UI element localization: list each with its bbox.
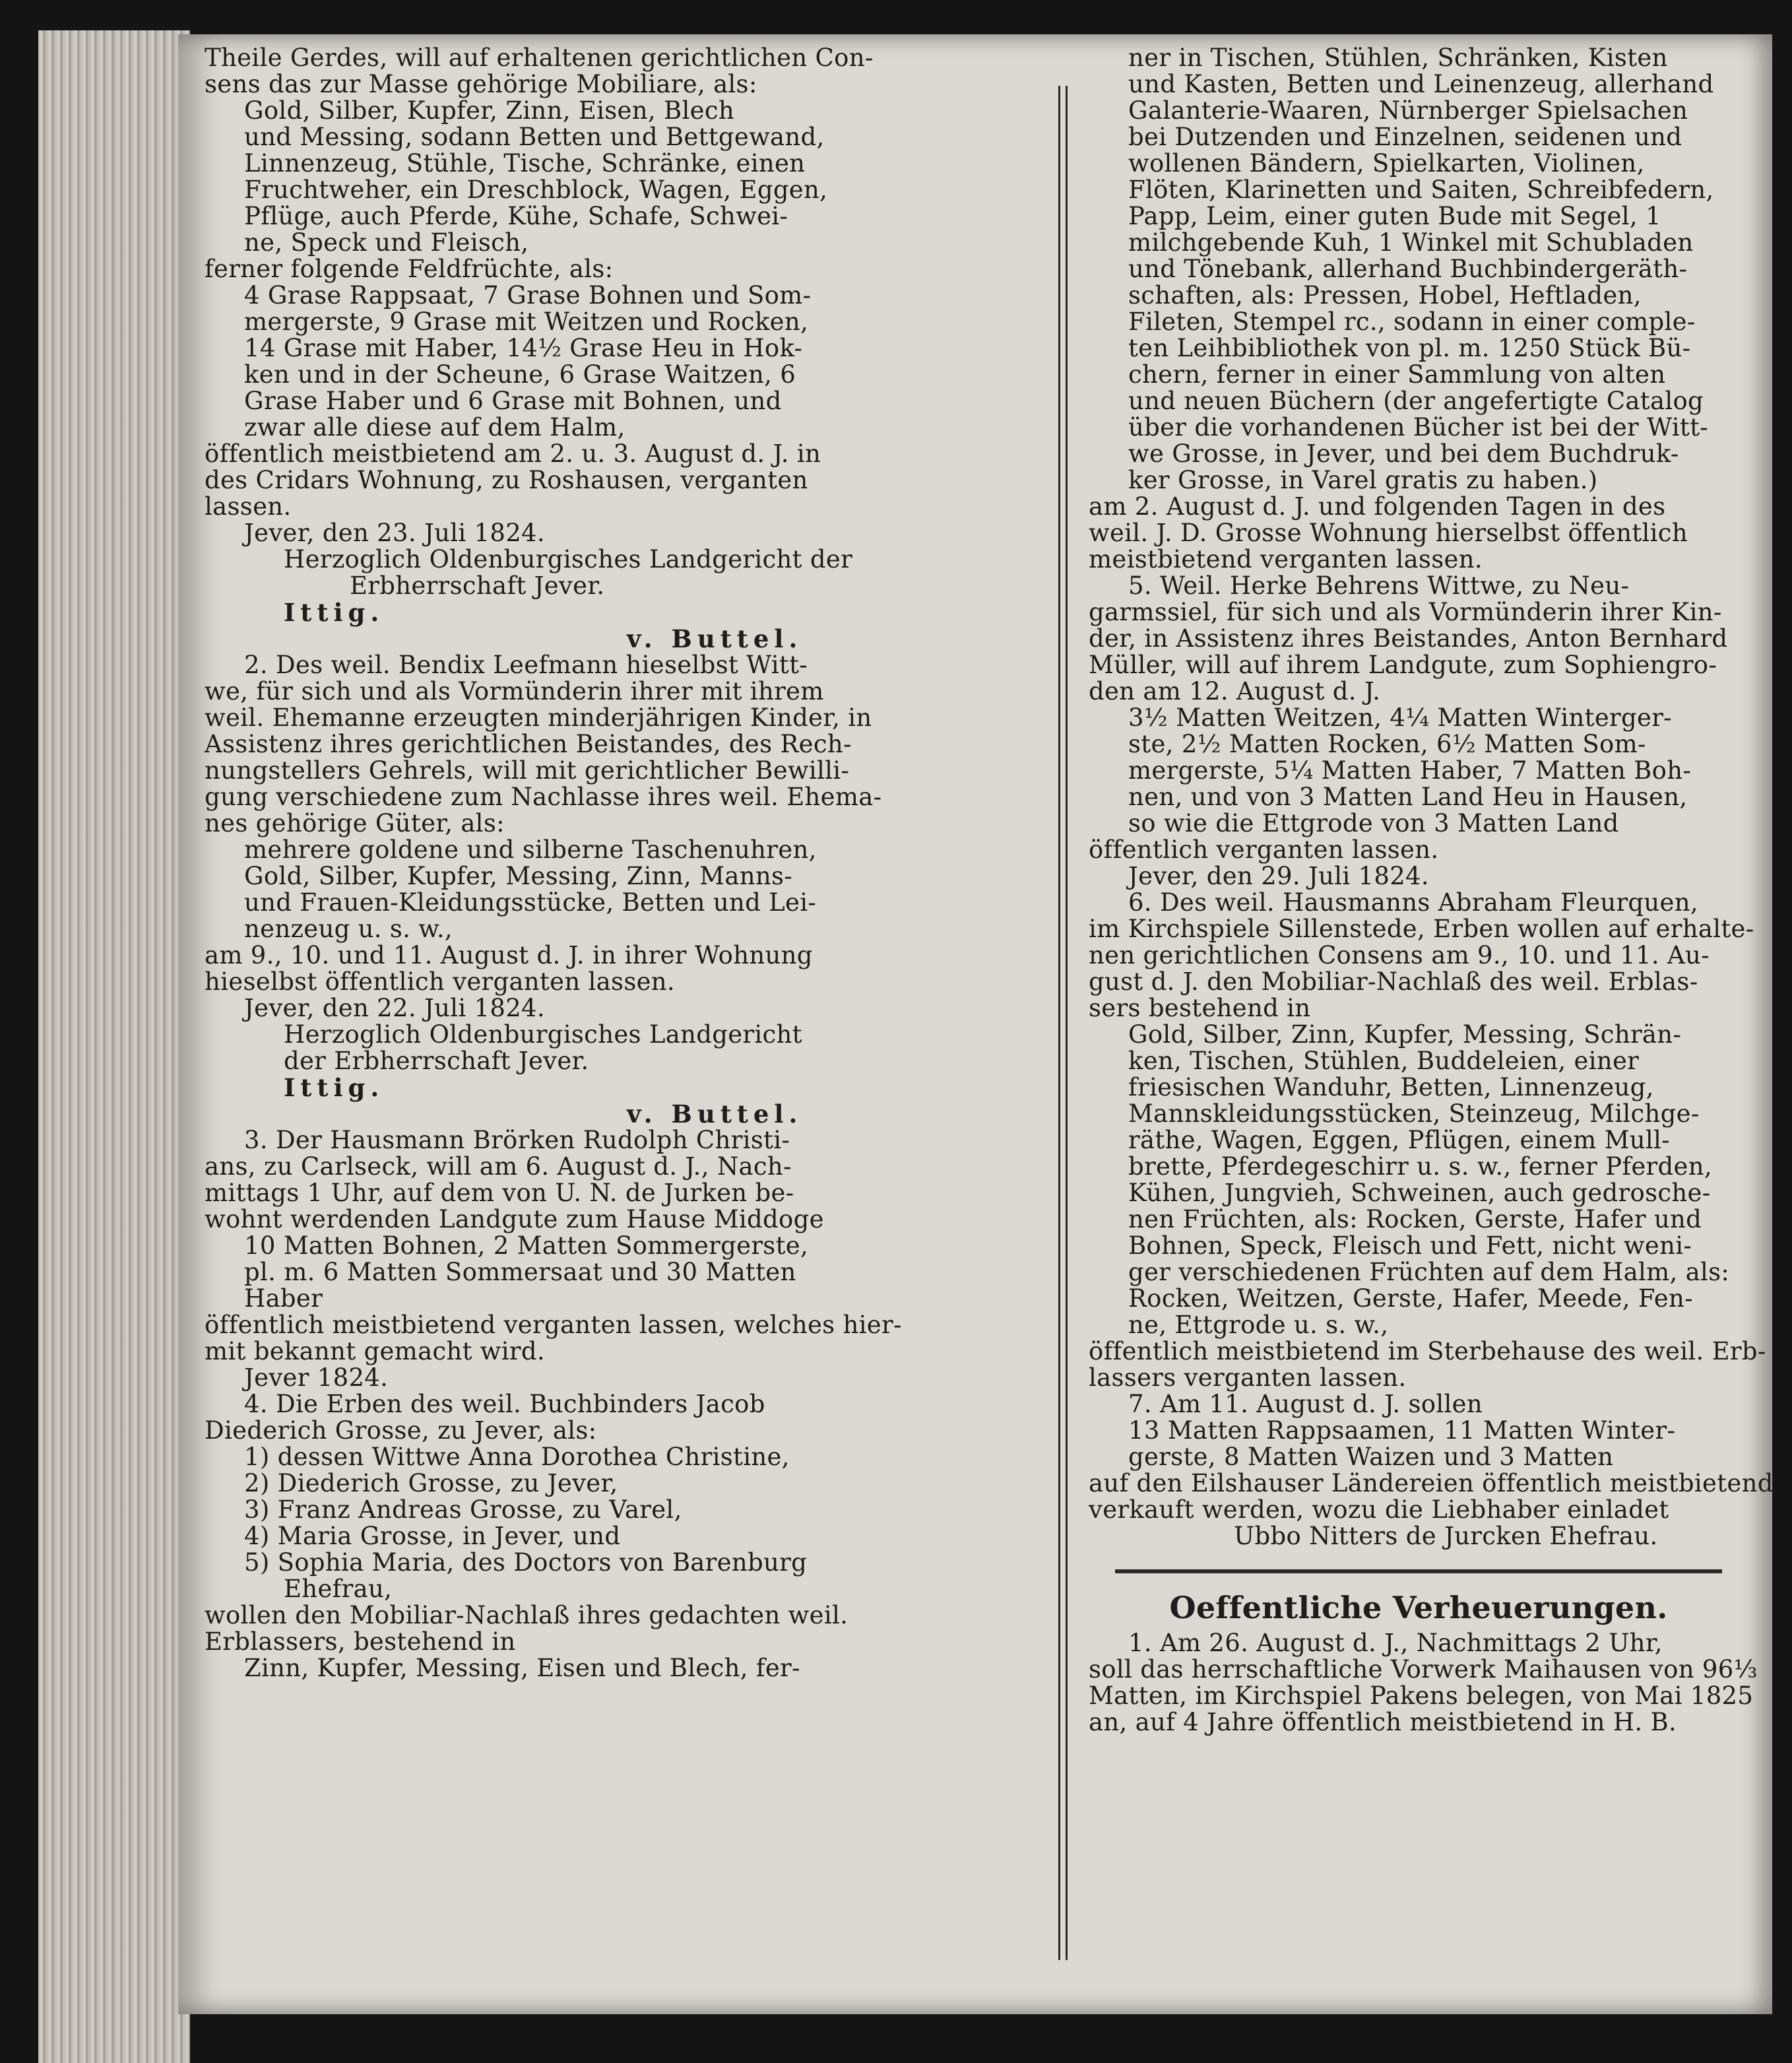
text-line: 2. Des weil. Bendix Leefmann hieselbst Witt- (244, 651, 808, 679)
text-line: Ittig. (284, 598, 385, 627)
text-line: ste, 2½ Matten Rocken, 6½ Matten Som- (1128, 730, 1646, 758)
text-line: Diederich Grosse, zu Jever, als: (205, 1416, 597, 1445)
text-line: sers bestehend in (1089, 994, 1311, 1022)
text-line: Papp, Leim, einer guten Bude mit Segel, 1 (1128, 202, 1661, 230)
text-line: 3. Der Hausmann Brörken Rudolph Christi- (244, 1126, 790, 1154)
text-line: Ittig. (284, 1073, 385, 1102)
book-page-edges (38, 30, 190, 2063)
text-line: ten Leihbibliothek von pl. m. 1250 Stück Bü- (1128, 334, 1691, 362)
text-line: verkauft werden, wozu die Liebhaber einladet (1089, 1495, 1669, 1524)
text-line: mit bekannt gemacht wird. (205, 1337, 545, 1365)
text-line: Jever, den 22. Juli 1824. (244, 994, 545, 1022)
text-line: nen Früchten, als: Rocken, Gerste, Hafer und (1128, 1205, 1702, 1233)
section-heading: Oeffentliche Verheuerungen. (1169, 1590, 1668, 1625)
text-line: Bohnen, Speck, Fleisch und Fett, nicht weni- (1128, 1231, 1692, 1260)
text-line: Kühen, Jungvieh, Schweinen, auch gedrosche- (1128, 1179, 1711, 1207)
text-line: am 9., 10. und 11. August d. J. in ihrer Wohnung (205, 941, 813, 969)
text-line: ans, zu Carlseck, will am 6. August d. J., Nach- (205, 1152, 792, 1181)
text-line: v. Buttel. (627, 1099, 803, 1129)
text-line: über die vorhandenen Bücher ist bei der Witt- (1128, 413, 1709, 442)
text-line: Mannskleidungsstücken, Steinzeug, Milchge- (1128, 1099, 1700, 1128)
text-line: pl. m. 6 Matten Sommersaat und 30 Matten (244, 1258, 796, 1286)
text-line: gerste, 8 Matten Waizen und 3 Matten (1128, 1443, 1614, 1471)
text-line: Grase Haber und 6 Grase mit Bohnen, und (244, 387, 782, 415)
left-column (205, 45, 1036, 1682)
text-line: Müller, will auf ihrem Landgute, zum Sophiengro- (1089, 651, 1717, 679)
text-line: 14 Grase mit Haber, 14½ Grase Heu in Hok- (244, 334, 803, 362)
text-line: der Erbherrschaft Jever. (284, 1047, 589, 1075)
text-line: und Frauen-Kleidungsstücke, Betten und Lei- (244, 888, 817, 917)
text-line: garmssiel, für sich und als Vormünderin ihrer Kin- (1089, 598, 1722, 626)
text-line: we, für sich und als Vormünderin ihrer mit ihrem (205, 677, 824, 705)
text-line: Theile Gerdes, will auf erhaltenen gerichtlichen Con- (205, 44, 874, 72)
text-line: 5) Sophia Maria, des Doctors von Barenburg (244, 1548, 808, 1577)
text-line: Gold, Silber, Zinn, Kupfer, Messing, Schrän- (1128, 1020, 1682, 1049)
text-line: 4) Maria Grosse, in Jever, und (244, 1522, 621, 1550)
text-line: Flöten, Klarinetten und Saiten, Schreibfedern, (1128, 176, 1714, 204)
text-line: Rocken, Weitzen, Gerste, Hafer, Meede, Fen- (1128, 1284, 1693, 1313)
text-line: schaften, als: Pressen, Hobel, Heftladen, (1128, 281, 1642, 310)
text-line: Linnenzeug, Stühle, Tische, Schränke, einen (244, 149, 806, 178)
text-line: friesischen Wanduhr, Betten, Linnenzeug, (1128, 1073, 1654, 1101)
text-line: ken und in der Scheune, 6 Grase Waitzen, 6 (244, 360, 796, 389)
text-line: 5. Weil. Herke Behrens Wittwe, zu Neu- (1128, 572, 1630, 600)
text-line: Ubbo Nitters de Jurcken Ehefrau. (1234, 1522, 1658, 1550)
text-line: so wie die Ettgrode von 3 Matten Land (1128, 809, 1619, 837)
text-line: 13 Matten Rappsaamen, 11 Matten Winter- (1128, 1416, 1676, 1445)
right-column (1089, 44, 1774, 1736)
text-line: v. Buttel. (627, 624, 803, 653)
text-line: Gold, Silber, Kupfer, Messing, Zinn, Manns- (244, 862, 793, 890)
text-line: Herzoglich Oldenburgisches Landgericht der (284, 545, 853, 573)
text-line: gust d. J. den Mobiliar-Nachlaß des weil. Erblas- (1089, 967, 1698, 996)
text-line: mittags 1 Uhr, auf dem von U. N. de Jurken be- (205, 1179, 794, 1207)
text-line: lassers verganten lassen. (1089, 1363, 1407, 1392)
text-line: milchgebende Kuh, 1 Winkel mit Schubladen (1128, 228, 1694, 257)
text-line: brette, Pferdegeschirr u. s. w., ferner Pferden, (1128, 1152, 1712, 1181)
text-line: 4. Die Erben des weil. Buchbinders Jacob (244, 1390, 765, 1418)
text-line: ken, Tischen, Stühlen, Buddeleien, einer (1128, 1047, 1640, 1075)
text-line: wollen den Mobiliar-Nachlaß ihres gedachten weil. (205, 1601, 848, 1629)
text-line: nen gerichtlichen Consens am 9., 10. und 11. Au- (1089, 941, 1710, 969)
text-line: Ehefrau, (284, 1575, 393, 1603)
text-line: öffentlich meistbietend im Sterbehause des weil. Erb- (1089, 1337, 1766, 1365)
text-line: ne, Ettgrode u. s. w., (1128, 1311, 1389, 1339)
text-line: soll das herrschaftliche Vorwerk Maihausen von 96⅓ (1089, 1655, 1758, 1684)
right-column-text (1089, 44, 1774, 1550)
text-line: räthe, Wagen, Eggen, Pflügen, einem Mull- (1128, 1126, 1670, 1154)
text-line: nungstellers Gehrels, will mit gerichtlicher Bewilli- (205, 756, 850, 785)
text-line: am 2. August d. J. und folgenden Tagen in des (1089, 492, 1666, 521)
text-line: und Tönebank, allerhand Buchbindergeräth- (1128, 255, 1688, 283)
text-line: wollenen Bändern, Spielkarten, Violinen, (1128, 149, 1645, 178)
text-line: Jever, den 23. Juli 1824. (244, 519, 545, 547)
text-line: im Kirchspiele Sillenstede, Erben wollen auf erhalte- (1089, 915, 1754, 943)
text-line: öffentlich verganten lassen. (1089, 835, 1439, 864)
text-line: Herzoglich Oldenburgisches Landgericht (284, 1020, 802, 1049)
text-line: 6. Des weil. Hausmanns Abraham Fleurquen, (1128, 888, 1698, 917)
text-line: nenzeug u. s. w., (244, 915, 453, 943)
text-line: nen, und von 3 Matten Land Heu in Hausen, (1128, 783, 1688, 811)
text-line: wohnt werdenden Landgute zum Hause Middoge (205, 1205, 824, 1233)
text-line: weil. Ehemanne erzeugten minderjährigen Kinder, in (205, 704, 872, 732)
text-line: der, in Assistenz ihres Beistandes, Anton Bernhard (1089, 624, 1728, 653)
text-line: Haber (244, 1284, 323, 1313)
text-line: 1. Am 26. August d. J., Nachmittags 2 Uhr, (1128, 1629, 1663, 1657)
text-line: Erbherrschaft Jever. (350, 572, 605, 600)
text-line: Fileten, Stempel rc., sodann in einer comple- (1128, 308, 1696, 336)
text-line: ger verschiedenen Früchten auf dem Halm, als: (1128, 1258, 1730, 1286)
text-line: den am 12. August d. J. (1089, 677, 1381, 705)
text-line: Fruchtweher, ein Dreschblock, Wagen, Eggen, (244, 176, 828, 204)
text-line: mergerste, 5¼ Matten Haber, 7 Matten Boh- (1128, 756, 1692, 785)
text-line: auf den Eilshauser Ländereien öffentlich meistbietend (1089, 1469, 1774, 1497)
text-line: 3) Franz Andreas Grosse, zu Varel, (244, 1495, 682, 1524)
text-line: 3½ Matten Weitzen, 4¼ Matten Winterger- (1128, 704, 1672, 732)
text-line: lassen. (205, 492, 292, 521)
text-line: Assistenz ihres gerichtlichen Beistandes, des Rech- (205, 730, 852, 758)
text-line: öffentlich meistbietend am 2. u. 3. August d. J. in (205, 440, 821, 468)
text-line: Galanterie-Waaren, Nürnberger Spielsachen (1128, 96, 1688, 125)
text-line: ferner folgende Feldfrüchte, als: (205, 255, 614, 283)
text-line: bei Dutzenden und Einzelnen, seidenen und (1128, 123, 1682, 151)
text-line: 1) dessen Wittwe Anna Dorothea Christine, (244, 1443, 790, 1471)
text-line: mehrere goldene und silberne Taschenuhren, (244, 835, 817, 864)
text-line: meistbietend verganten lassen. (1089, 545, 1483, 573)
section-rule (1115, 1569, 1722, 1573)
text-line: Zinn, Kupfer, Messing, Eisen und Blech, fer- (244, 1654, 800, 1682)
text-line: des Cridars Wohnung, zu Roshausen, verganten (205, 466, 808, 494)
text-line: zwar alle diese auf dem Halm, (244, 413, 625, 442)
text-line: und Messing, sodann Betten und Bettgewand, (244, 123, 825, 151)
text-line: Gold, Silber, Kupfer, Zinn, Eisen, Blech (244, 96, 734, 125)
text-line: an, auf 4 Jahre öffentlich meistbietend in H. B. (1089, 1708, 1677, 1736)
text-line: und neuen Büchern (der angefertigte Catalog (1128, 387, 1704, 415)
text-line: öffentlich meistbietend verganten lassen, welches hier- (205, 1311, 902, 1339)
text-line: 10 Matten Bohnen, 2 Matten Sommergerste, (244, 1231, 809, 1260)
text-line: Erblassers, bestehend in (205, 1627, 516, 1656)
text-line: hieselbst öffentlich verganten lassen. (205, 967, 675, 996)
text-line: Matten, im Kirchspiel Pakens belegen, von Mai 1825 (1089, 1682, 1754, 1710)
text-line: nes gehörige Güter, als: (205, 809, 505, 837)
text-line: Pflüge, auch Pferde, Kühe, Schafe, Schwei- (244, 202, 788, 230)
text-line: ner in Tischen, Stühlen, Schränken, Kisten (1128, 44, 1668, 72)
text-line: mergerste, 9 Grase mit Weitzen und Rocken, (244, 308, 809, 336)
text-line: chern, ferner in einer Sammlung von alten (1128, 360, 1666, 389)
text-line: we Grosse, in Jever, und bei dem Buchdruk- (1128, 440, 1679, 468)
text-line: 2) Diederich Grosse, zu Jever, (244, 1469, 618, 1497)
text-line: 7. Am 11. August d. J. sollen (1128, 1390, 1483, 1418)
text-line: ker Grosse, in Varel gratis zu haben.) (1128, 466, 1598, 494)
text-line: 4 Grase Rappsaat, 7 Grase Bohnen und Som- (244, 281, 812, 310)
text-line: weil. J. D. Grosse Wohnung hierselbst öffentlich (1089, 519, 1688, 547)
text-line: Jever, den 29. Juli 1824. (1128, 862, 1429, 890)
column-divider (1058, 86, 1068, 1960)
section-text (1089, 1629, 1758, 1736)
text-line: Jever 1824. (244, 1363, 389, 1392)
text-line: ne, Speck und Fleisch, (244, 228, 529, 257)
text-line: sens das zur Masse gehörige Mobiliare, als: (205, 70, 757, 98)
text-line: gung verschiedene zum Nachlasse ihres weil. Ehema- (205, 783, 882, 811)
text-line: und Kasten, Betten und Leinenzeug, allerhand (1128, 70, 1714, 98)
